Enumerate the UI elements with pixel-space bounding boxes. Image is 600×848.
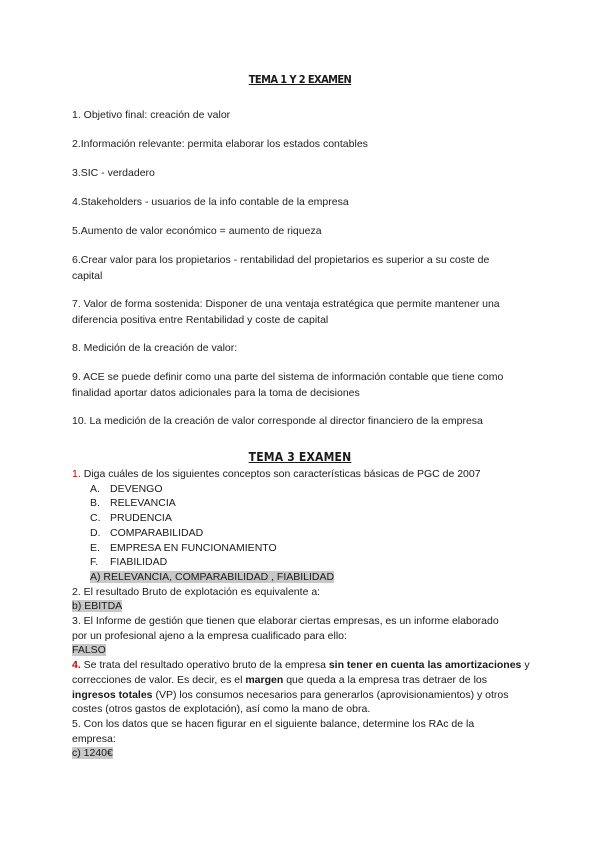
q5-answer: c) 1240€ <box>72 747 113 760</box>
q2-text: 2. El resultado Bruto de explotación es equivalente a: <box>72 585 321 598</box>
q1-answer <box>90 570 532 585</box>
q4-text: 4. Se trata del resultado operativo bruto de la empresa sin tener en cuenta las amortizaciones y correcciones de valor. Es decir, es el margen que queda a la empresa tras detraer de los ingresos totales (VP) los consumos necesarios para generarlos (aprovisionamientos) y otros costes (otros gastos de explotación), así como la mano de obra. <box>72 659 530 716</box>
tema12-item-1: 1. Objetivo final: creación de valor <box>72 109 231 121</box>
tema12-item-2: 2.Información relevante: permita elaborar los estados contables <box>72 138 368 150</box>
tema12-item-6: 6.Crear valor para los propietarios - rentabilidad del propietarios es superior a su coste de capital <box>72 254 490 282</box>
q1-option-d: D. COMPARABILIDAD <box>90 526 204 539</box>
tema3-questions <box>72 467 532 761</box>
q1-option-b: B. RELEVANCIA <box>90 497 176 510</box>
tema12-item-4: 4.Stakeholders - usuarios de la info contable de la empresa <box>72 196 349 208</box>
q1-text <box>72 467 532 482</box>
q5-line2: empresa: <box>72 732 116 745</box>
q1-option-c: C. PRUDENCIA <box>90 512 172 525</box>
tema-1-2-title: TEMA 1 Y 2 EXAMEN <box>248 73 352 86</box>
q3-line1: 3. El Informe de gestión que tienen que elaborar ciertas empresas, es un informe elaborado <box>72 615 499 628</box>
q5-line1: 5. Con los datos que se hacen figurar en el siguiente balance, determine los RAc de la <box>72 717 475 730</box>
q3-answer: FALSO <box>72 644 106 657</box>
q1-answer-text: A) RELEVANCIA, COMPARABILIDAD , FIABILIDAD <box>90 570 335 583</box>
q2-answer: b) EBITDA <box>72 600 123 613</box>
q1-options <box>72 482 532 585</box>
tema12-item-10: 10. La medición de la creación de valor corresponde al director financiero de la empresa <box>72 415 483 427</box>
q1-option-f: F. FIABILIDAD <box>90 556 168 569</box>
q4-number: 4. <box>72 659 81 672</box>
tema-3-title: TEMA 3 EXAMEN <box>248 450 352 464</box>
q3-line2: por un profesional ajeno a la empresa cualificado para ello: <box>72 629 347 642</box>
tema12-item-9: 9. ACE se puede definir como una parte del sistema de información contable que tiene como finalidad aportar datos adicionales para la toma de decisiones <box>72 371 504 399</box>
tema12-item-3: 3.SIC - verdadero <box>72 167 155 179</box>
q1-number: 1. <box>72 468 81 480</box>
q1-question: Diga cuáles de los siguientes conceptos son características básicas de PGC de 2007 <box>83 468 481 480</box>
tema12-item-5: 5.Aumento de valor económico = aumento de riqueza <box>72 225 322 237</box>
tema12-item-8: 8. Medición de la creación de valor: <box>72 342 238 354</box>
tema12-item-7: 7. Valor de forma sostenida: Disponer de una ventaja estratégica que permite mantener una diferencia positiva entre Rentabilidad y coste de capital <box>72 298 500 326</box>
q1-option-e: E. EMPRESA EN FUNCIONAMIENTO <box>90 541 277 554</box>
q1-option-a: A. DEVENGO <box>90 482 163 495</box>
